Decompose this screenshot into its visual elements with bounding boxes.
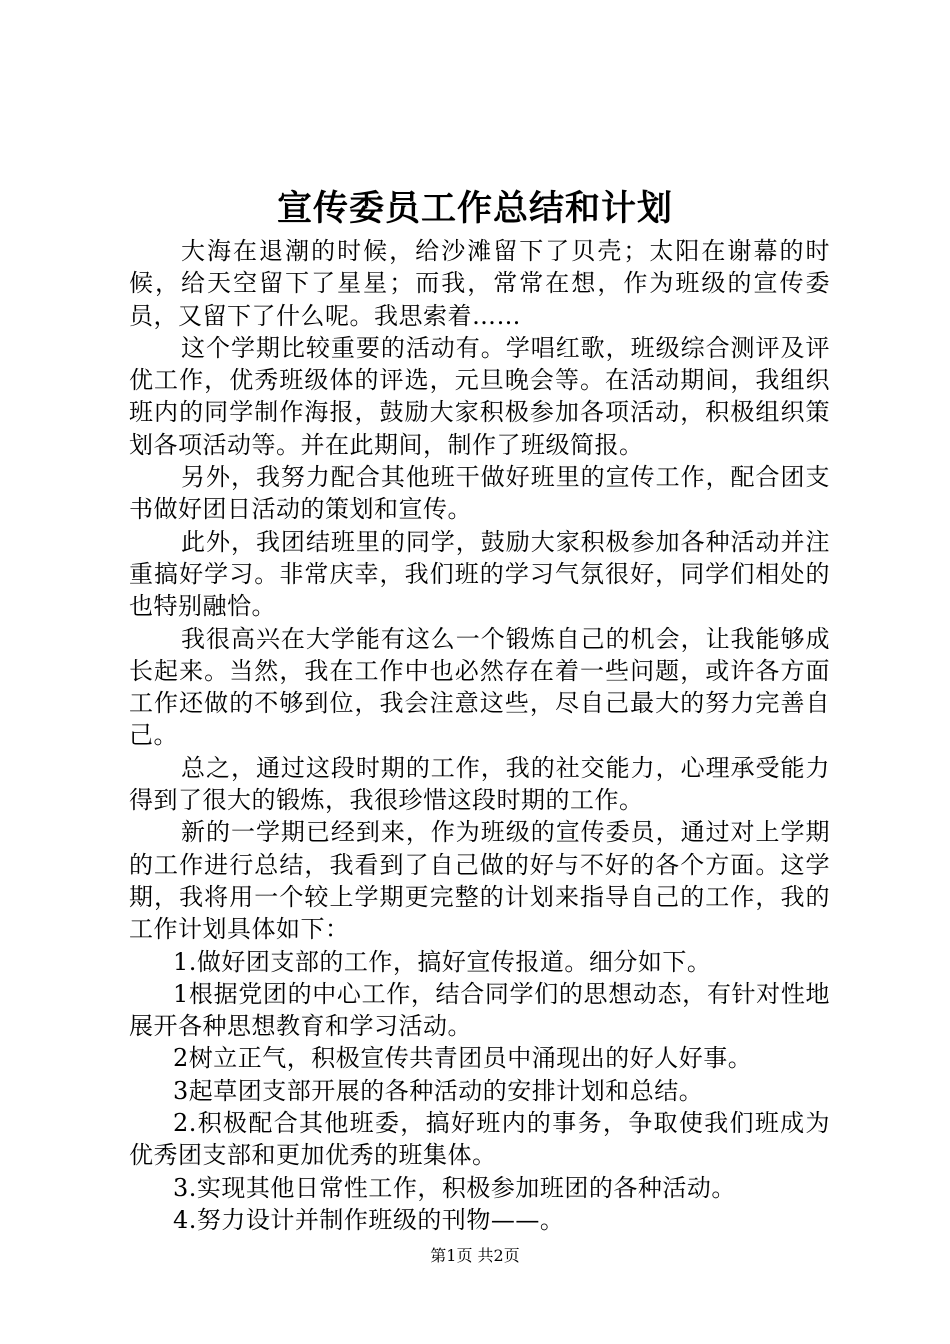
list-item: 3.实现其他日常性工作，积极参加班团的各种活动。 [173, 1173, 736, 1202]
paragraph: 新的一学期已经到来，作为班级的宣传委员，通过对上学期的工作进行总结，我看到了自己做的好与不好的各个方面。这学期，我将用一个较上学期更完整的计划来指导自己的工作，我的工作计划具体如下： [129, 818, 830, 944]
paragraph: 总之，通过这段时期的工作，我的社交能力，心理承受能力得到了很大的锻炼，我很珍惜这段时期的工作。 [129, 753, 830, 815]
paragraph: 另外，我努力配合其他班干做好班里的宣传工作，配合团支书做好团日活动的策划和宣传。 [129, 463, 830, 524]
list-item: 1.做好团支部的工作，搞好宣传报道。细分如下。 [173, 947, 712, 976]
paragraph: 此外，我团结班里的同学，鼓励大家积极参加各种活动并注重搞好学习。非常庆幸，我们班的学习气氛很好，同学们相处的也特别融恰。 [129, 527, 830, 621]
list-item: 1根据党团的中心工作，结合同学们的思想动态，有针对性地展开各种思想教育和学习活动。 [129, 979, 830, 1041]
list-item: 4.努力设计并制作班级的刊物——。 [173, 1205, 565, 1234]
list-item: 2.积极配合其他班委，搞好班内的事务，争取使我们班成为优秀团支部和更加优秀的班集体。 [129, 1109, 830, 1170]
paragraph: 这个学期比较重要的活动有。学唱红歌，班级综合测评及评优工作，优秀班级体的评选，元旦晚会等。在活动期间，我组织班内的同学制作海报，鼓励大家积极参加各项活动，积极组织策划各项活动等。并在此期间，制作了班级简报。 [129, 333, 830, 459]
list-item: 3起草团支部开展的各种活动的安排计划和总结。 [173, 1076, 704, 1105]
paragraph: 大海在退潮的时候，给沙滩留下了贝壳；太阳在谢幕的时候，给天空留下了星星；而我，常常在想，作为班级的宣传委员，又留下了什么呢。我思索着…… [129, 237, 830, 330]
document-body [129, 235, 830, 1236]
list-item: 2树立正气，积极宣传共青团员中涌现出的好人好事。 [173, 1044, 753, 1073]
paragraph: 我很高兴在大学能有这么一个锻炼自己的机会，让我能够成长起来。当然，我在工作中也必然存在着一些问题，或许各方面工作还做的不够到位，我会注意这些，尽自己最大的努力完善自己。 [129, 624, 830, 750]
document-title: 宣传委员工作总结和计划 [276, 188, 673, 229]
page-footer: 第1页 共2页 [430, 1246, 520, 1265]
